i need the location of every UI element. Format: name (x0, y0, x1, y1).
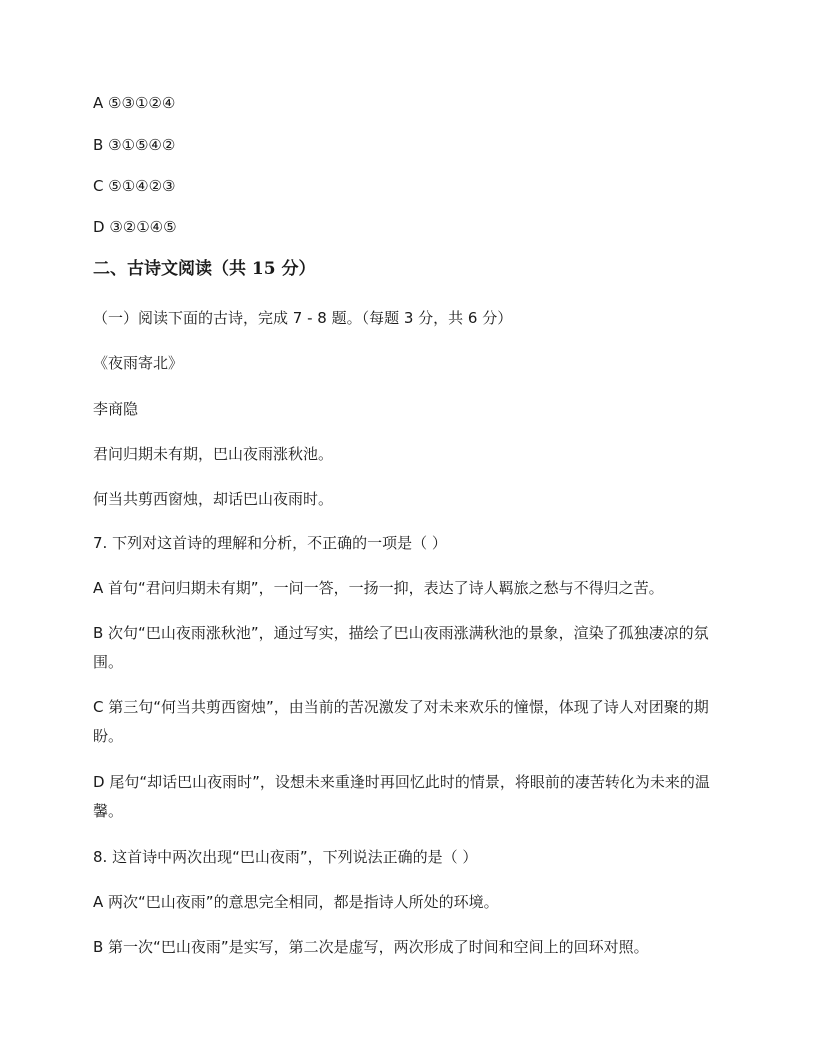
option-label: C (93, 177, 104, 195)
option-text: ③②①④⑤ (109, 218, 177, 236)
poem-author: 李商隐 (93, 400, 139, 418)
option-label: B (93, 136, 104, 154)
question-8-option-a: A 两次“巴山夜雨”的意思完全相同，都是指诗人所处的环境。 (93, 893, 499, 911)
question-8-stem: 8. 这首诗中两次出现“巴山夜雨”，下列说法正确的是（ ） (93, 848, 478, 866)
section-heading: 二、古诗文阅读（共 15 分） (93, 259, 316, 279)
question-7-option-d: D 尾句“却话巴山夜雨时”，设想未来重逢时再回忆此时的情景，将眼前的凄苦转化为未来的温馨。 (93, 773, 710, 820)
question-7-option-a: A 首句“君问归期未有期”，一问一答，一扬一抑，表达了诗人羁旅之愁与不得归之苦。 (93, 579, 664, 597)
option-text: ⑤③①②④ (108, 94, 176, 112)
subsection-instruction: （一）阅读下面的古诗，完成 7 - 8 题。（每题 3 分，共 6 分） (93, 309, 513, 327)
option-label: D (93, 218, 105, 236)
poem-line-1: 君问归期未有期，巴山夜雨涨秋池。 (93, 445, 334, 463)
question-7-option-b: B 次句“巴山夜雨涨秋池”，通过写实，描绘了巴山夜雨涨满秋池的景象，渲染了孤独凄凉的氛围。 (93, 624, 709, 671)
prev-option-b (93, 131, 733, 160)
option-text: ⑤①④②③ (108, 177, 176, 195)
question-7-option-c: C 第三句“何当共剪西窗烛”，由当前的苦况激发了对未来欢乐的憧憬，体现了诗人对团聚的期盼。 (93, 698, 709, 745)
prev-option-c (93, 172, 733, 201)
prev-option-d (93, 213, 733, 242)
poem-line-2: 何当共剪西窗烛，却话巴山夜雨时。 (93, 490, 334, 508)
poem-title: 《夜雨寄北》 (93, 354, 184, 372)
prev-option-a (93, 89, 733, 118)
question-8-option-b: B 第一次“巴山夜雨”是实写，第二次是虚写，两次形成了时间和空间上的回环对照。 (93, 938, 649, 956)
option-text: ③①⑤④② (108, 136, 176, 154)
question-7-stem: 7. 下列对这首诗的理解和分析，不正确的一项是（ ） (93, 534, 447, 552)
option-label: A (93, 94, 104, 112)
